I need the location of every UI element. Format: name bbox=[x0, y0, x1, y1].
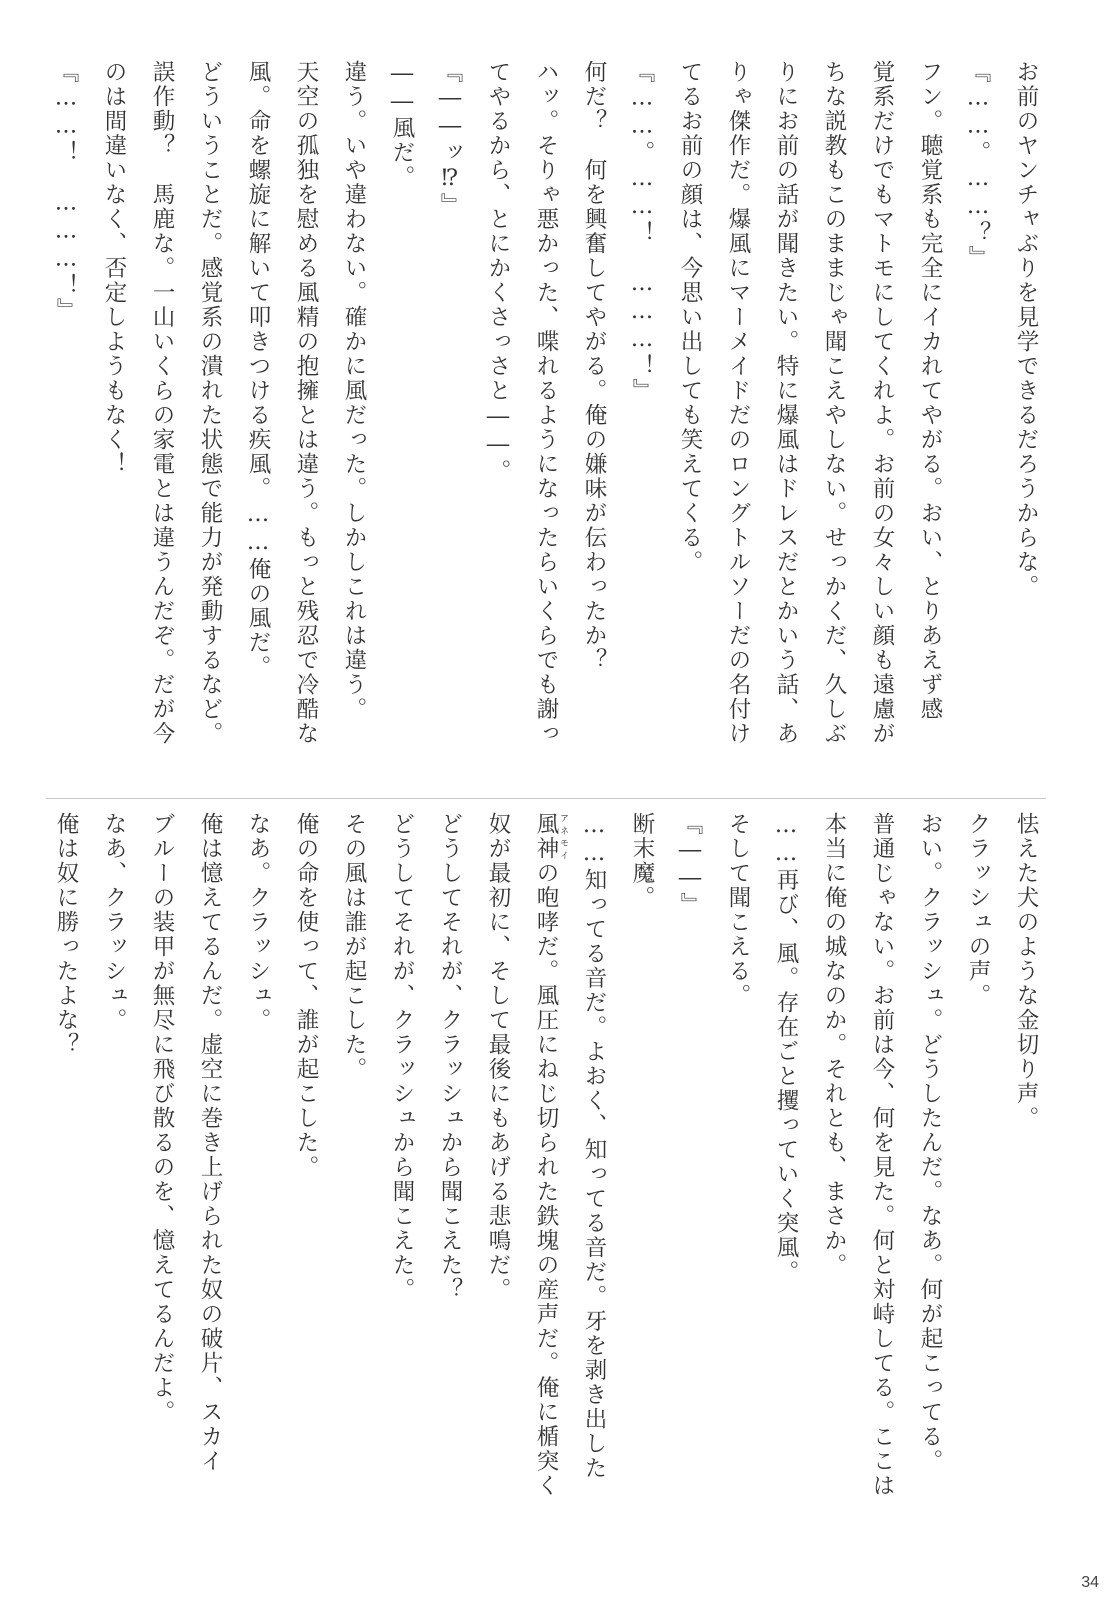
text-line: その風は誰が起こした。 bbox=[341, 812, 367, 1082]
text-line: りゃ傑作だ。爆風にマーメイドだのロングトルソーだの名付け bbox=[725, 60, 751, 746]
text-line: ……再び、風。存在ごと攫っていく突風。 bbox=[773, 812, 799, 1285]
text-line: のは間違いなく、否定しようもなく！ bbox=[101, 60, 127, 477]
text-line: ちな説教もこのままじゃ聞こえやしない。せっかくだ、久しぶ bbox=[821, 60, 847, 746]
text-line: てやるから、とにかくさっさと――。 bbox=[485, 60, 511, 484]
text-line: てるお前の顔は、今思い出しても笑えてくる。 bbox=[677, 60, 703, 575]
text-line: ハッ。そりゃ悪かった、喋れるようになったらいくらでも謝っ bbox=[533, 60, 559, 746]
dialogue-line: 『……。……？』 bbox=[965, 60, 991, 270]
text-line: どうしてそれが、クラッシュから聞こえた？ bbox=[437, 812, 463, 1302]
text-block-top bbox=[40, 60, 1050, 765]
ruby-text-line bbox=[522, 812, 570, 1537]
ruby-base: 風神 bbox=[533, 812, 559, 861]
page-number: 34 bbox=[1081, 1574, 1099, 1591]
ruby-line-rest: の咆哮だ。風圧にねじ切られた鉄塊の産声だ。俺に楯突く bbox=[533, 861, 559, 1498]
text-line: ……知ってる音だ。よおく、知ってる音だ。牙を剥き出した bbox=[581, 812, 607, 1481]
dialogue-line: 『――』 bbox=[677, 812, 703, 917]
text-line: 天空の孤独を慰める風精の抱擁とは違う。もっと残忍で冷酷な bbox=[293, 60, 319, 746]
section-divider bbox=[46, 798, 1046, 799]
text-block-bottom bbox=[40, 812, 1050, 1537]
dialogue-line: 『――ッ⁉』 bbox=[437, 60, 463, 218]
text-line: 奴が最初に、そして最後にもあげる悲鳴だ。 bbox=[485, 812, 511, 1302]
text-line: 普通じゃない。お前は今、何を見た。何と対峙してる。ここは bbox=[869, 812, 895, 1498]
text-line: 覚系だけでもマトモにしてくれよ。お前の女々しい顔も遠慮が bbox=[869, 60, 895, 746]
text-line: クラッシュの声。 bbox=[965, 812, 991, 1008]
ruby-annotation bbox=[533, 812, 568, 861]
text-line: 誤作動？ 馬鹿な。一山いくらの家電とは違うんだぞ。だが今 bbox=[149, 60, 175, 746]
dialogue-line: 『……！ ………！』 bbox=[53, 60, 79, 323]
dialogue-line: 『……。……！ ………！』 bbox=[629, 60, 655, 403]
text-line: 断末魔。 bbox=[629, 812, 655, 910]
ruby-reading: アネモイ bbox=[558, 812, 568, 861]
text-line: どういうことだ。感覚系の潰れた状態で能力が発動するなど。 bbox=[197, 60, 223, 746]
text-line: 何だ？ 何を興奮してやがる。俺の嫌味が伝わったか？ bbox=[581, 60, 607, 673]
text-line: 本当に俺の城なのか。それとも、まさか。 bbox=[821, 812, 847, 1278]
text-line: そして聞こえる。 bbox=[725, 812, 751, 1008]
text-line: 違う。いや違わない。確かに風だった。しかしこれは違う。 bbox=[341, 60, 367, 722]
text-line: おい。クラッシュ。どうしたんだ。なあ。何が起こってる。 bbox=[917, 812, 943, 1474]
text-line: 俺の命を使って、誰が起こした。 bbox=[293, 812, 319, 1180]
text-line: 怯えた犬のような金切り声。 bbox=[1013, 812, 1039, 1131]
text-line: なあ、クラッシュ。 bbox=[101, 812, 127, 1033]
text-line: りにお前の話が聞きたい。特に爆風はドレスだとかいう話、あ bbox=[773, 60, 799, 746]
text-line: 俺は奴に勝ったよな？ bbox=[53, 812, 79, 1057]
text-line: どうしてそれが、クラッシュから聞こえた。 bbox=[389, 812, 415, 1302]
text-line: なあ。クラッシュ。 bbox=[245, 812, 271, 1033]
text-line: 俺は憶えてるんだ。虚空に巻き上げられた奴の破片、スカイ bbox=[197, 812, 223, 1474]
text-line: フン。聴覚系も完全にイカれてやがる。おい、とりあえず感 bbox=[917, 60, 943, 722]
text-line: お前のヤンチャぶりを見学できるだろうからな。 bbox=[1013, 60, 1039, 599]
text-line: 風。命を螺旋に解いて叩きつける疾風。……俺の風だ。 bbox=[245, 60, 271, 680]
text-line: ――風だ。 bbox=[389, 60, 415, 190]
text-line: ブルーの装甲が無尽に飛び散るのを、憶えてるんだよ。 bbox=[149, 812, 175, 1425]
